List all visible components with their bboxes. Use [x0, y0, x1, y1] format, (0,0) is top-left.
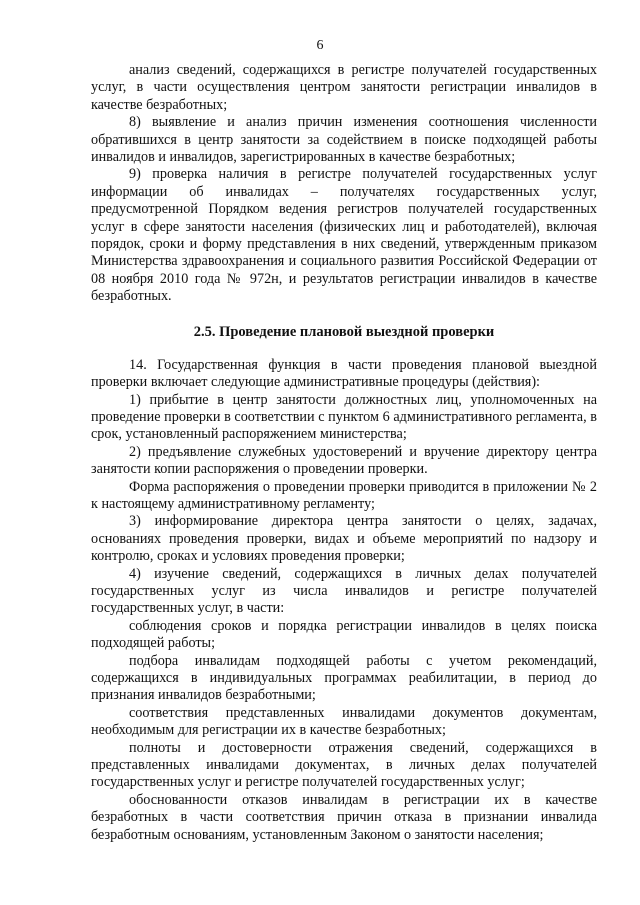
paragraph-form-note: Форма распоряжения о проведении проверки приводится в приложении № 2 к настоящему административному регламенту; — [91, 478, 597, 512]
paragraph-item-8: 8) выявление и анализ причин изменения соотношения численности обратившихся в центр занятости за содействием в поиске подходящей работы инвалидов и инвалидов, зарегистрированных в качестве безработных; — [91, 114, 597, 166]
paragraph-document-compliance: соответствия представленных инвалидами документов документам, необходимым для регистрации их в качестве безработных; — [91, 704, 597, 739]
paragraph-step-1: 1) прибытие в центр занятости должностных лиц, уполномоченных на проведение проверки в соответствии с пунктом 6 административного регламента, в срок, установленный распоряжением министерства; — [91, 391, 597, 443]
section-heading: 2.5. Проведение плановой выездной проверки — [193, 323, 495, 340]
paragraph-step-2: 2) предъявление служебных удостоверений и вручение директору центра занятости копии распоряжения о проведении проверки. — [91, 443, 597, 478]
paragraph-completeness: полноты и достоверности отражения сведений, содержащихся в представленных инвалидами документах, в личных делах получателей государственных услуг и регистре получателей государственных услуг; — [91, 739, 597, 791]
paragraph-14: 14. Государственная функция в части проведения плановой выездной проверки включает следующие административные процедуры (действия): — [91, 356, 597, 391]
paragraph-step-3: 3) информирование директора центра занятости о целях, задачах, основаниях проведения проверки, видах и объеме мероприятий по надзору и контролю, сроках и условиях проведения проверки; — [91, 513, 597, 565]
paragraph-step-4: 4) изучение сведений, содержащихся в личных делах получателей государственных услуг из числа инвалидов и регистре получателей государственных услуг, в части: — [91, 565, 597, 617]
paragraph-registry-analysis: анализ сведений, содержащихся в регистре получателей государственных услуг, в части осуществления центром занятости регистрации инвалидов в качестве безработных; — [91, 62, 597, 113]
document-body — [91, 62, 597, 844]
paragraph-refusals: обоснованности отказов инвалидам в регистрации их в качестве безработных в части соответствия причин отказа в признании инвалида безработным основаниям, установленным Законом о занятости населения; — [91, 791, 597, 843]
paragraph-job-selection: подбора инвалидам подходящей работы с учетом рекомендаций, содержащихся в индивидуальных программах реабилитации, в период до признания инвалидов безработными; — [91, 652, 597, 704]
page-number: 6 — [316, 38, 324, 53]
paragraph-deadlines: соблюдения сроков и порядка регистрации инвалидов в целях поиска подходящей работы; — [91, 617, 597, 652]
paragraph-item-9: 9) проверка наличия в регистре получателей государственных услуг информации об инвалидах – получателях государственных услуг, предусмотренной Порядком ведения регистров получателей государственных услуг в сфере занятости населения (физических лиц и работодателей), включая порядок, сроки и форму представления в них сведений, утвержденным приказом Министерства здравоохранения и социального развития Российской Федерации от 08 ноября 2010 года № 972н, и результатов регистрации инвалидов в качестве безработных. — [91, 166, 597, 305]
